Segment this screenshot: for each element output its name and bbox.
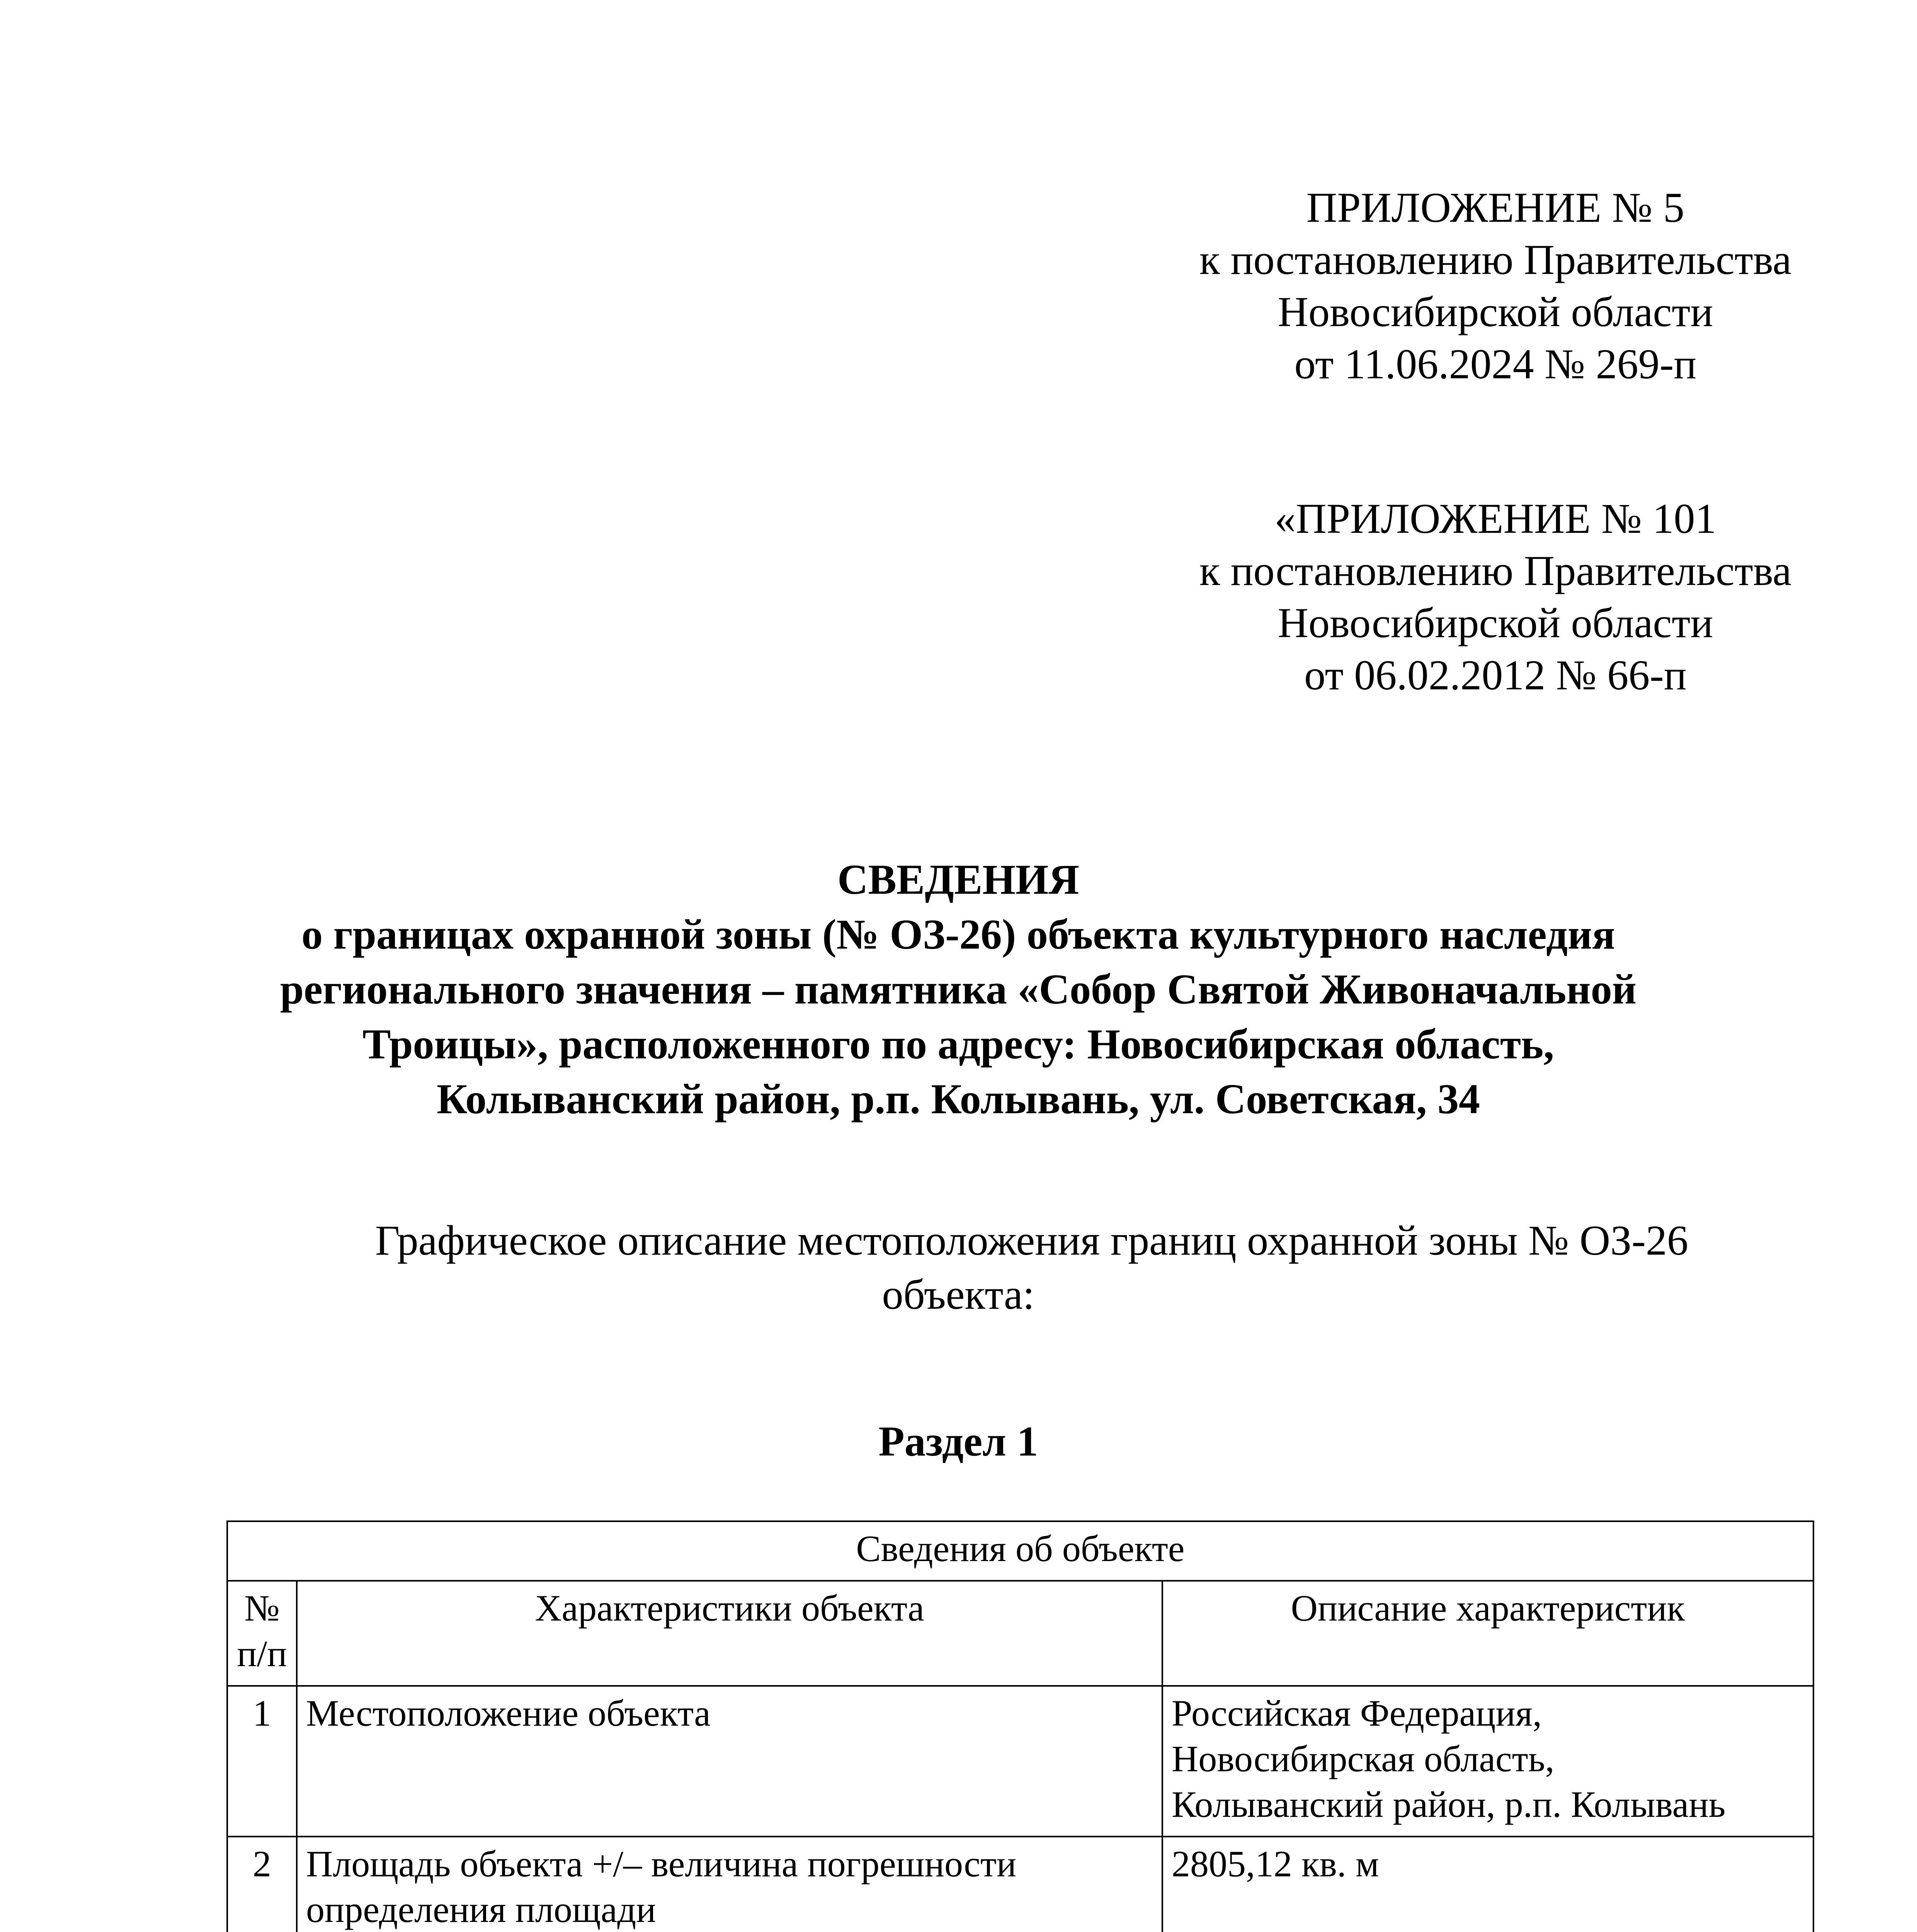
- row-characteristic-line: Площадь объекта +/– величина погрешности: [306, 1843, 1017, 1884]
- appendix-date-number: от 06.02.2012 № 66-п: [1304, 651, 1687, 699]
- graphic-description: [216, 1213, 1700, 1321]
- appendix-header-original: [1159, 493, 1832, 701]
- title-line: о границах охранной зоны (№ ОЗ-26) объекта культурного наследия: [301, 911, 1615, 958]
- row-number: 2: [227, 1837, 297, 1932]
- table-row: [227, 1837, 1813, 1932]
- appendix-region: Новосибирской области: [1277, 288, 1713, 335]
- row-description: [1162, 1686, 1813, 1837]
- graphic-description-line: объекта:: [882, 1271, 1035, 1318]
- appendix-header-current: [1159, 182, 1832, 390]
- header-characteristics: Характеристики объекта: [297, 1581, 1162, 1686]
- table-caption: Сведения об объекте: [227, 1521, 1813, 1581]
- title-heading: СВЕДЕНИЯ: [837, 856, 1079, 903]
- table-row: [227, 1686, 1813, 1837]
- title-line: Колыванский район, р.п. Колывань, ул. Советская, 34: [436, 1075, 1480, 1122]
- title-line: Троицы», расположенного по адресу: Новосибирская область,: [362, 1020, 1554, 1068]
- appendix-reference: к постановлению Правительства: [1199, 547, 1792, 594]
- row-description: 2805,12 кв. м: [1162, 1837, 1813, 1932]
- section-title: Раздел 1: [878, 1418, 1038, 1465]
- appendix-date-number: от 11.06.2024 № 269-п: [1294, 340, 1697, 388]
- appendix-region: Новосибирской области: [1277, 599, 1713, 646]
- header-description: Описание характеристик: [1162, 1581, 1813, 1686]
- row-characteristic: [297, 1837, 1162, 1932]
- appendix-title: ПРИЛОЖЕНИЕ № 5: [1306, 184, 1685, 231]
- appendix-title: «ПРИЛОЖЕНИЕ № 101: [1274, 495, 1716, 542]
- row-description-line: Колыванский район, р.п. Колывань: [1172, 1784, 1726, 1825]
- object-info-table: [226, 1520, 1814, 1932]
- header-number: № п/п: [227, 1581, 297, 1686]
- row-description-line: Российская Федерация,: [1172, 1692, 1542, 1734]
- graphic-description-line: Графическое описание местоположения границ охранной зоны № ОЗ-26: [375, 1217, 1688, 1264]
- row-description-line: Новосибирская область,: [1172, 1738, 1555, 1779]
- table-caption-row: [227, 1521, 1813, 1581]
- document-title: [216, 852, 1700, 1126]
- table-header-row: [227, 1581, 1813, 1686]
- title-line: регионального значения – памятника «Собор Святой Живоначальной: [280, 966, 1637, 1013]
- row-characteristic: Местоположение объекта: [297, 1686, 1162, 1837]
- row-characteristic-line: определения площади: [306, 1889, 656, 1930]
- appendix-reference: к постановлению Правительства: [1199, 236, 1792, 283]
- row-number: 1: [227, 1686, 297, 1837]
